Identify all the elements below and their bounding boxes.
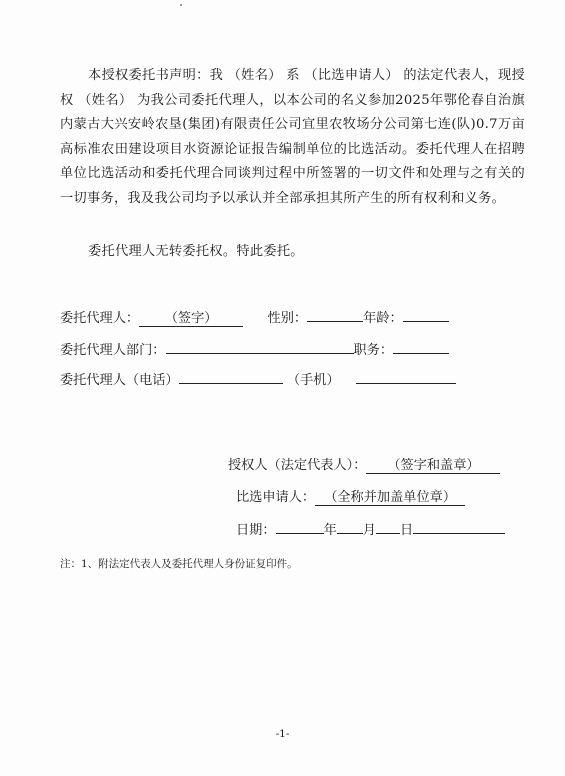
month-field[interactable]	[337, 518, 363, 534]
agent-label: 委托代理人：	[60, 311, 140, 326]
agent-dept-row	[60, 338, 449, 361]
applicant-row	[236, 488, 465, 508]
authorizer-row	[228, 456, 500, 476]
gender-field[interactable]	[307, 306, 363, 322]
applicant-hint: （全称并加盖单位章）	[324, 490, 457, 505]
statement-paragraph: 本授权委托书声明：我 （姓名） 系 （比选申请人） 的法定代表人，现授权 （姓名） 为我公司委托代理人，以本公司的名义参加2025年鄂伦春自治旗内蒙古大兴安岭农垦(集团)有限责任公司宜里农牧场分公司第七连(队)0.7万亩高标准农田建设项目水资源论证报告编制单位的比选活动。委托代理人在招聘单位比选活动和委托代理合同谈判过程中所签署的一切文件和处理与之有关的一切事务，我及我公司均予以承认并全部承担其所产生的所有权利和义务。	[60, 68, 525, 206]
year-label: 年	[323, 523, 337, 538]
mobile-field[interactable]	[356, 368, 456, 384]
date-trailing-line	[413, 518, 505, 534]
day-field[interactable]	[376, 518, 400, 534]
month-label: 月	[362, 523, 376, 538]
day-label: 日	[399, 523, 414, 538]
applicant-label: 比选申请人：	[236, 490, 316, 505]
page-number: -1-	[275, 728, 290, 740]
authorizer-hint: （签字和盖章）	[387, 458, 480, 473]
date-row	[236, 518, 505, 541]
post-field[interactable]	[393, 338, 449, 354]
no-transfer-statement: 委托代理人无转委托权。特此委托。	[88, 244, 304, 259]
gender-label: 性别：	[267, 311, 308, 326]
age-field[interactable]	[403, 306, 449, 322]
footnote: 注：1、附法定代表人及委托代理人身份证复印件。	[60, 558, 298, 570]
phone-label: 委托代理人（电话）	[60, 373, 179, 388]
dept-field[interactable]	[166, 338, 354, 354]
scan-speck	[180, 4, 182, 6]
age-label: 年龄：	[363, 311, 403, 326]
dept-label: 委托代理人部门：	[60, 343, 166, 358]
phone-field[interactable]	[179, 368, 283, 384]
agent-sign-hint: （签字）	[164, 311, 218, 326]
mobile-label: （手机）	[286, 373, 340, 388]
authorizer-field[interactable]	[366, 458, 500, 474]
date-label: 日期：	[236, 523, 276, 538]
year-field[interactable]	[276, 518, 324, 534]
post-label: 职务：	[353, 343, 394, 358]
authorizer-label: 授权人（法定代表人）：	[228, 458, 367, 473]
agent-sign-field[interactable]	[139, 311, 243, 327]
agent-phone-row	[60, 368, 456, 391]
applicant-field[interactable]	[315, 490, 465, 506]
agent-name-row	[60, 306, 449, 329]
